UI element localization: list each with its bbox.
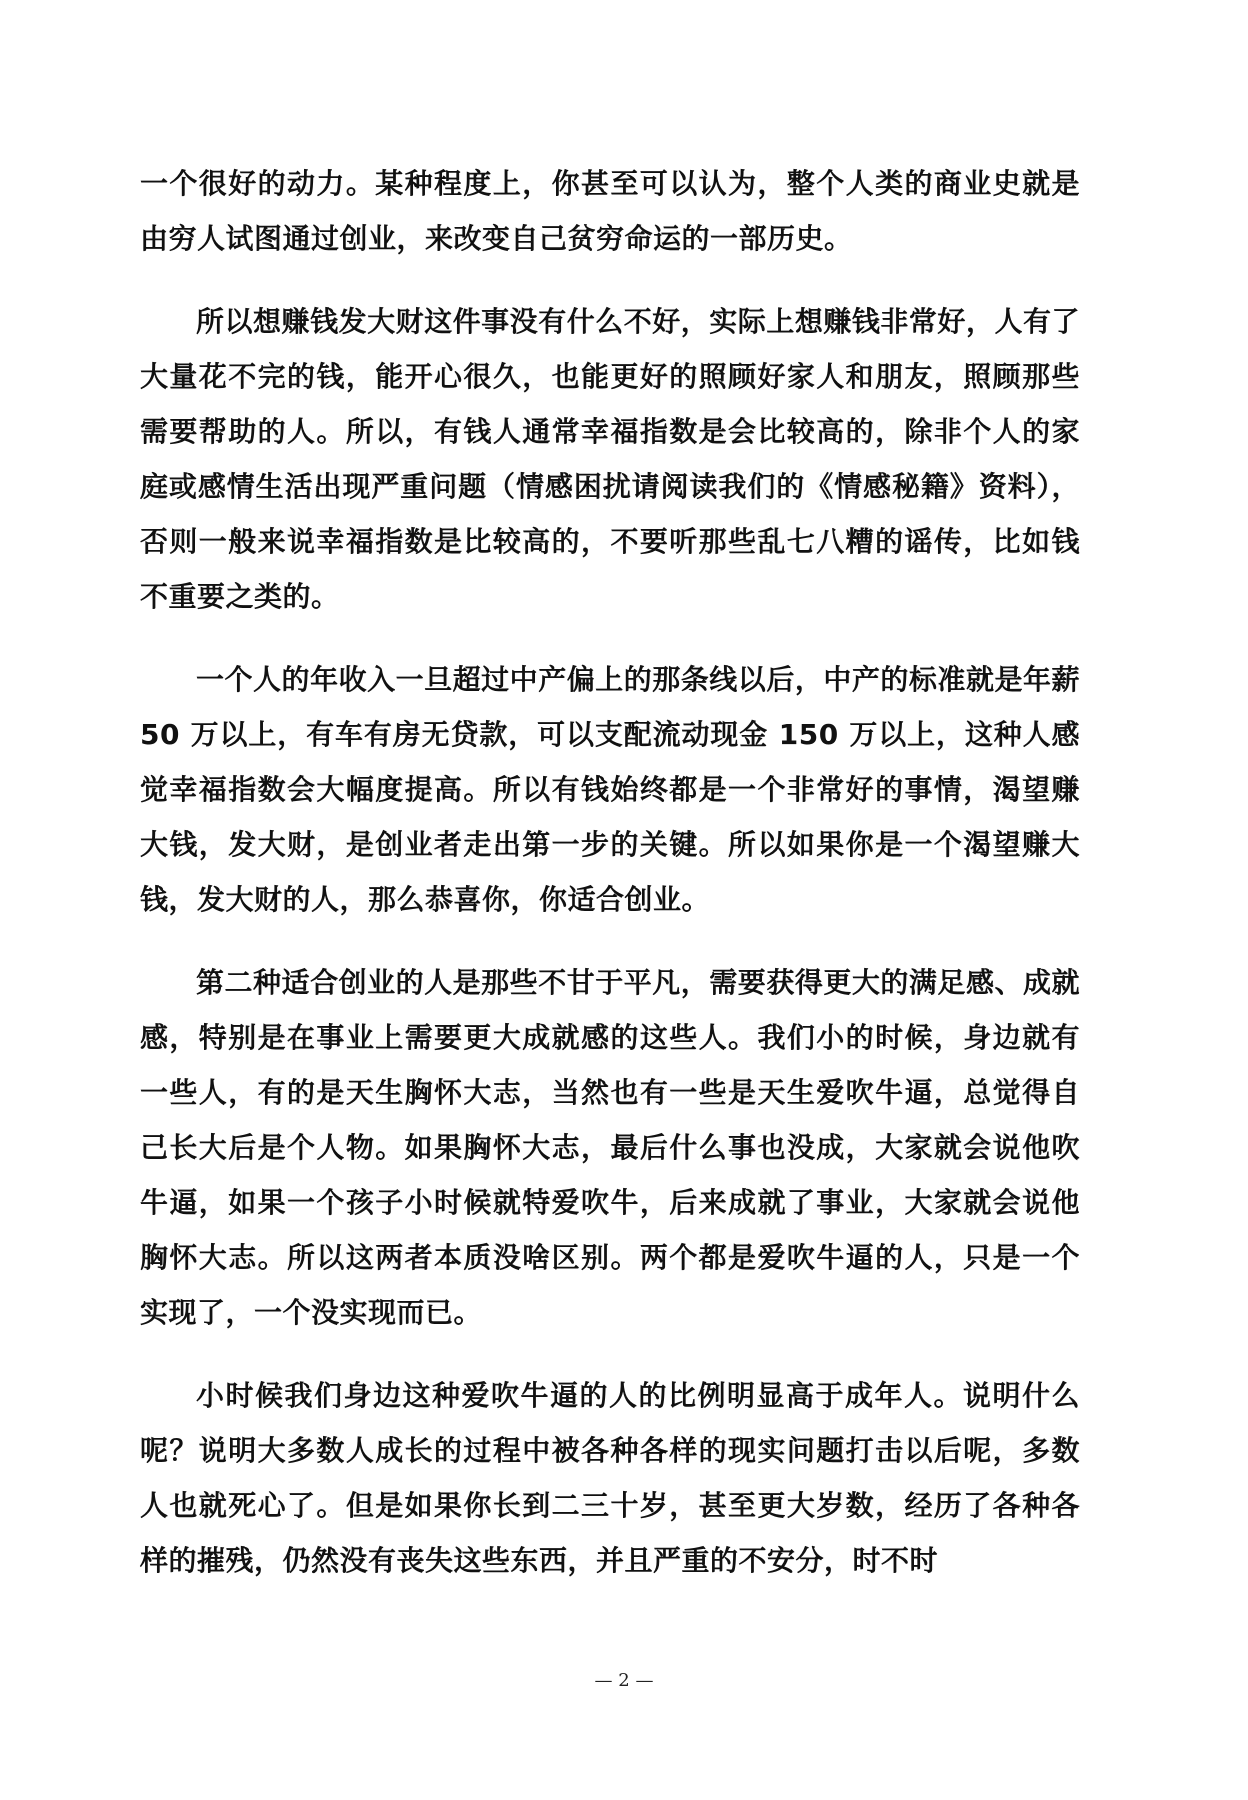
paragraph-1: 一个很好的动力。某种程度上，你甚至可以认为，整个人类的商业史就是由穷人试图通过创业，来改变自己贫穷命运的一部历史。	[140, 167, 1080, 255]
paragraph-4: 第二种适合创业的人是那些不甘于平凡，需要获得更大的满足感、成就感，特别是在事业上需要更大成就感的这些人。我们小的时候，身边就有一些人，有的是天生胸怀大志，当然也有一些是天生爱吹牛逼，总觉得自己长大后是个人物。如果胸怀大志，最后什么事也没成，大家就会说他吹牛逼，如果一个孩子小时候就特爱吹牛，后来成就了事业，大家就会说他胸怀大志。所以这两者本质没啥区别。两个都是爱吹牛逼的人，只是一个实现了，一个没实现而已。	[140, 966, 1080, 1329]
page-number: — 2 —	[594, 1670, 654, 1691]
body-text	[140, 156, 1080, 1616]
paragraph-3: 一个人的年收入一旦超过中产偏上的那条线以后，中产的标准就是年薪 50 万以上，有车有房无贷款，可以支配流动现金 150 万以上，这种人感觉幸福指数会大幅度提高。所以有钱始终都是一个非常好的事情，渴望赚大钱，发大财，是创业者走出第一步的关键。所以如果你是一个渴望赚大钱，发大财的人，那么恭喜你，你适合创业。	[140, 663, 1080, 916]
paragraph-2: 所以想赚钱发大财这件事没有什么不好，实际上想赚钱非常好，人有了大量花不完的钱，能开心很久，也能更好的照顾好家人和朋友，照顾那些需要帮助的人。所以，有钱人通常幸福指数是会比较高的，除非个人的家庭或感情生活出现严重问题（情感困扰请阅读我们的《情感秘籍》资料），否则一般来说幸福指数是比较高的，不要听那些乱七八糟的谣传，比如钱不重要之类的。	[140, 305, 1080, 613]
paragraph-5: 小时候我们身边这种爱吹牛逼的人的比例明显高于成年人。说明什么呢？说明大多数人成长的过程中被各种各样的现实问题打击以后呢，多数人也就死心了。但是如果你长到二三十岁，甚至更大岁数，经历了各种各样的摧残，仍然没有丧失这些东西，并且严重的不安分，时不时	[140, 1379, 1080, 1577]
